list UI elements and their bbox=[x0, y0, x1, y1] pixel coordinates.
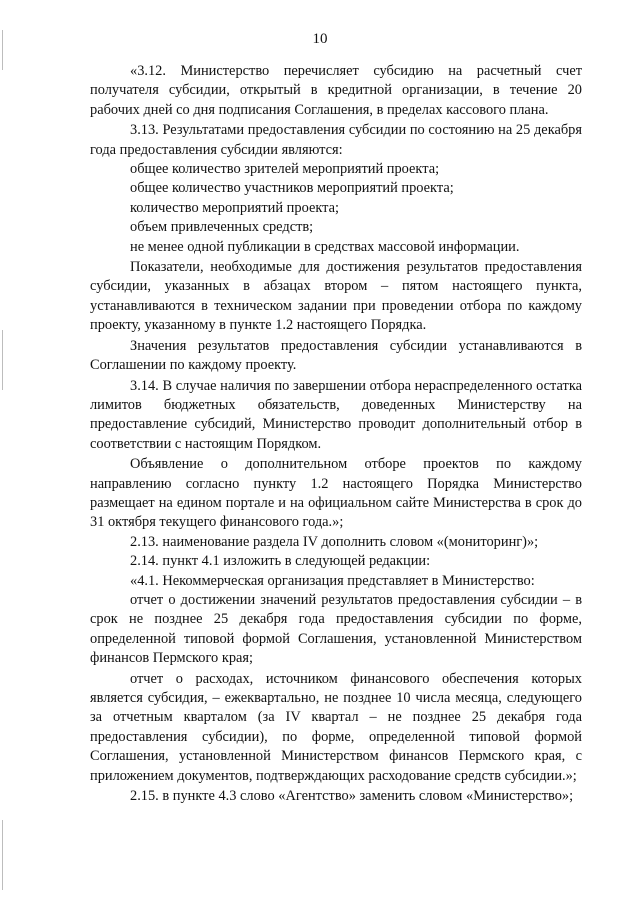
paragraph-report-results: отчет о достижении значений результатов предоставления субсидии – в срок не позднее 25 декабря года предоставления субсидии по форме, определенной типовой формой Соглашения, установленной Министерством финансов Пермского края; bbox=[90, 591, 582, 667]
scan-edge-mark bbox=[2, 330, 3, 390]
page-number: 10 bbox=[312, 31, 328, 47]
paragraph-values: Значения результатов предоставления субсидии устанавливаются в Соглашении по каждому проекту. bbox=[90, 337, 582, 374]
paragraph-report-expenses: отчет о расходах, источником финансового обеспечения которых является субсидия, – ежеквартально, не позднее 10 числа месяца, следующего за отчетным кварталом (за IV квартал – не позднее 25 декабря года предоставления субсидии), по форме, определенной типовой формой Соглашения, установленной Министерством финансов Пермского края, с приложением документов, подтверждающих расходование средств субсидии.»; bbox=[90, 670, 582, 784]
paragraph-4-1: «4.1. Некоммерческая организация представляет в Министерство: bbox=[130, 572, 535, 589]
scan-edge-mark bbox=[2, 820, 3, 890]
paragraph-2-15: 2.15. в пункте 4.3 слово «Агентство» заменить словом «Министерство»; bbox=[130, 788, 574, 805]
paragraph-3-12: «3.12. Министерство перечисляет субсидию на расчетный счет получателя субсидии, открытый в кредитной организации, в течение 20 рабочих дней со дня подписания Соглашения, в пределах кассового плана. bbox=[90, 63, 582, 118]
list-item: общее количество зрителей мероприятий проекта; bbox=[130, 161, 440, 178]
paragraph-3-13: 3.13. Результатами предоставления субсидии по состоянию на 25 декабря года предоставления субсидии являются: bbox=[90, 122, 582, 158]
list-item: общее количество участников мероприятий проекта; bbox=[130, 180, 454, 197]
list-item: объем привлеченных средств; bbox=[130, 219, 314, 236]
list-item: не менее одной публикации в средствах массовой информации. bbox=[130, 238, 520, 255]
list-item: количество мероприятий проекта; bbox=[130, 199, 339, 216]
paragraph-indicators: Показатели, необходимые для достижения результатов предоставления субсидии, указанных в абзацах втором – пятом настоящего пункта, устанавливаются в техническом задании при проведении отбора по каждому проекту, указанному в пункте 1.2 настоящего Порядка. bbox=[90, 259, 582, 334]
paragraph-2-13: 2.13. наименование раздела IV дополнить словом «(мониторинг)»; bbox=[130, 533, 539, 550]
document-body bbox=[90, 62, 582, 806]
paragraph-announcement: Объявление о дополнительном отборе проектов по каждому направлению согласно пункту 1.2 настоящего Порядка Министерство размещает на едином портале и на официальном сайте Министерства в срок до 31 октября текущего финансового года.»; bbox=[90, 456, 582, 531]
paragraph-3-14: 3.14. В случае наличия по завершении отбора нераспределенного остатка лимитов бюджетных обязательств, доведенных Министерству на предоставление субсидий, Министерство проводит дополнительный отбор в соответствии с настоящим Порядком. bbox=[90, 377, 582, 452]
paragraph-2-14: 2.14. пункт 4.1 изложить в следующей редакции: bbox=[130, 553, 431, 570]
